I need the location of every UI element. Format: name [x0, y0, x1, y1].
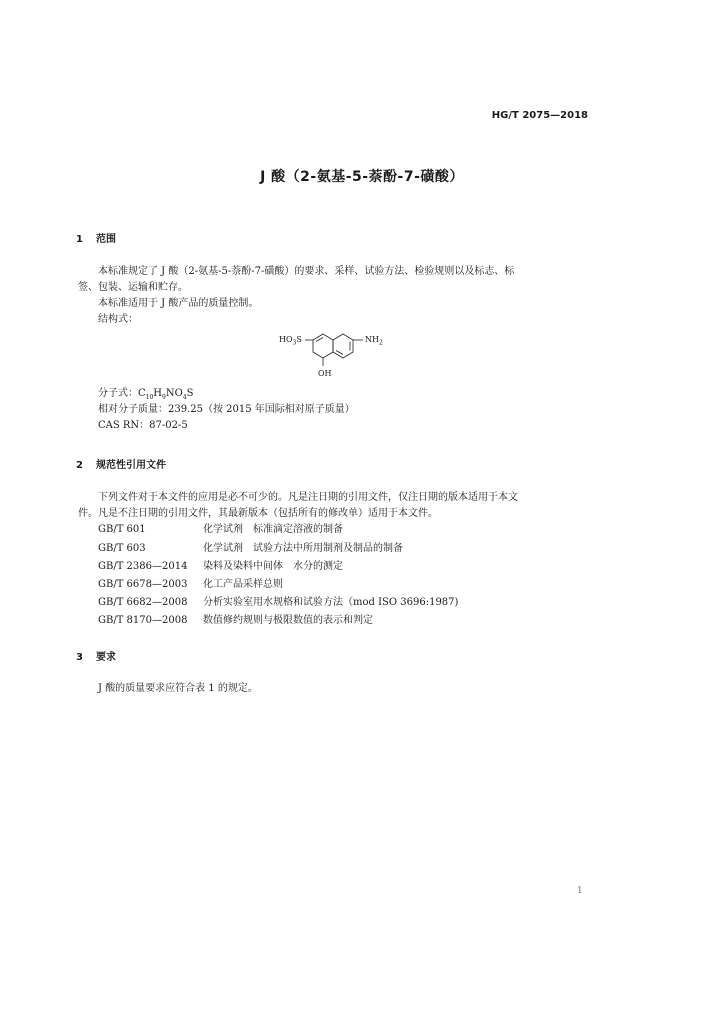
reference-item — [98, 577, 283, 593]
reference-item — [98, 559, 343, 575]
reference-title: 染料及染料中间体 水分的测定 — [203, 561, 343, 572]
amino-group-label: $NH_2$ — [365, 335, 383, 347]
hydroxyl-group-label: OH — [318, 369, 332, 378]
reference-code: GB/T 6678—2003 — [98, 579, 188, 590]
reference-code: GB/T 603 — [98, 543, 146, 554]
relative-molecular-mass: 相对分子质量：239.25（按 2015 年国际相对原子质量） — [98, 404, 355, 415]
section-1-para1-line2: 签、包装、运输和贮存。 — [78, 282, 188, 293]
chemical-structure — [277, 328, 397, 384]
section-2-para-line2: 件。凡是不注日期的引用文件，其最新版本（包括所有的修改单）适用于本文件。 — [78, 508, 438, 519]
reference-item — [98, 541, 403, 557]
page-number: 1 — [577, 886, 583, 896]
reference-item — [98, 613, 373, 629]
section-3-para: J 酸的质量要求应符合表 1 的规定。 — [98, 683, 258, 694]
reference-title: 化工产品采样总则 — [203, 579, 283, 590]
reference-code: GB/T 6682—2008 — [98, 597, 188, 608]
section-number: 2 — [76, 460, 83, 471]
reference-code: GB/T 601 — [98, 524, 146, 535]
document-title: J 酸（2-氨基-5-萘酚-7-磺酸） — [260, 169, 464, 185]
sulfonic-group-label: $HO_3S$ — [279, 335, 302, 347]
document-code: HG/T 2075—2018 — [491, 110, 588, 121]
section-3-heading — [76, 648, 116, 663]
section-number: 3 — [76, 652, 83, 663]
reference-item — [98, 522, 343, 538]
reference-item — [98, 595, 458, 611]
section-number: 1 — [76, 234, 83, 245]
section-title: 规范性引用文件 — [96, 460, 166, 471]
molecular-formula: 分子式：$C_{10}H_9NO_4S$ — [98, 388, 194, 401]
section-1-heading — [76, 230, 116, 245]
reference-code: GB/T 8170—2008 — [98, 615, 188, 626]
section-1-para1-line1: 本标准规定了 J 酸（2-氨基-5-萘酚-7-磺酸）的要求、采样、试验方法、检验规则以及标志、标 — [98, 266, 515, 277]
reference-title: 化学试剂 试验方法中所用制剂及制品的制备 — [203, 543, 403, 554]
cas-number: CAS RN：87-02-5 — [98, 420, 188, 431]
reference-code: GB/T 2386—2014 — [98, 561, 188, 572]
section-1-para2: 本标准适用于 J 酸产品的质量控制。 — [98, 298, 259, 309]
reference-title: 数值修约规则与极限数值的表示和判定 — [203, 615, 373, 626]
section-title: 要求 — [96, 652, 116, 663]
section-2-para-line1: 下列文件对于本文件的应用是必不可少的。凡是注日期的引用文件，仅注日期的版本适用于本文 — [98, 492, 518, 503]
section-2-heading — [76, 456, 166, 471]
section-title: 范围 — [96, 234, 116, 245]
reference-title: 化学试剂 标准滴定溶液的制备 — [203, 524, 343, 535]
structure-label: 结构式： — [98, 314, 138, 325]
reference-title: 分析实验室用水规格和试验方法（mod ISO 3696:1987) — [203, 597, 459, 608]
